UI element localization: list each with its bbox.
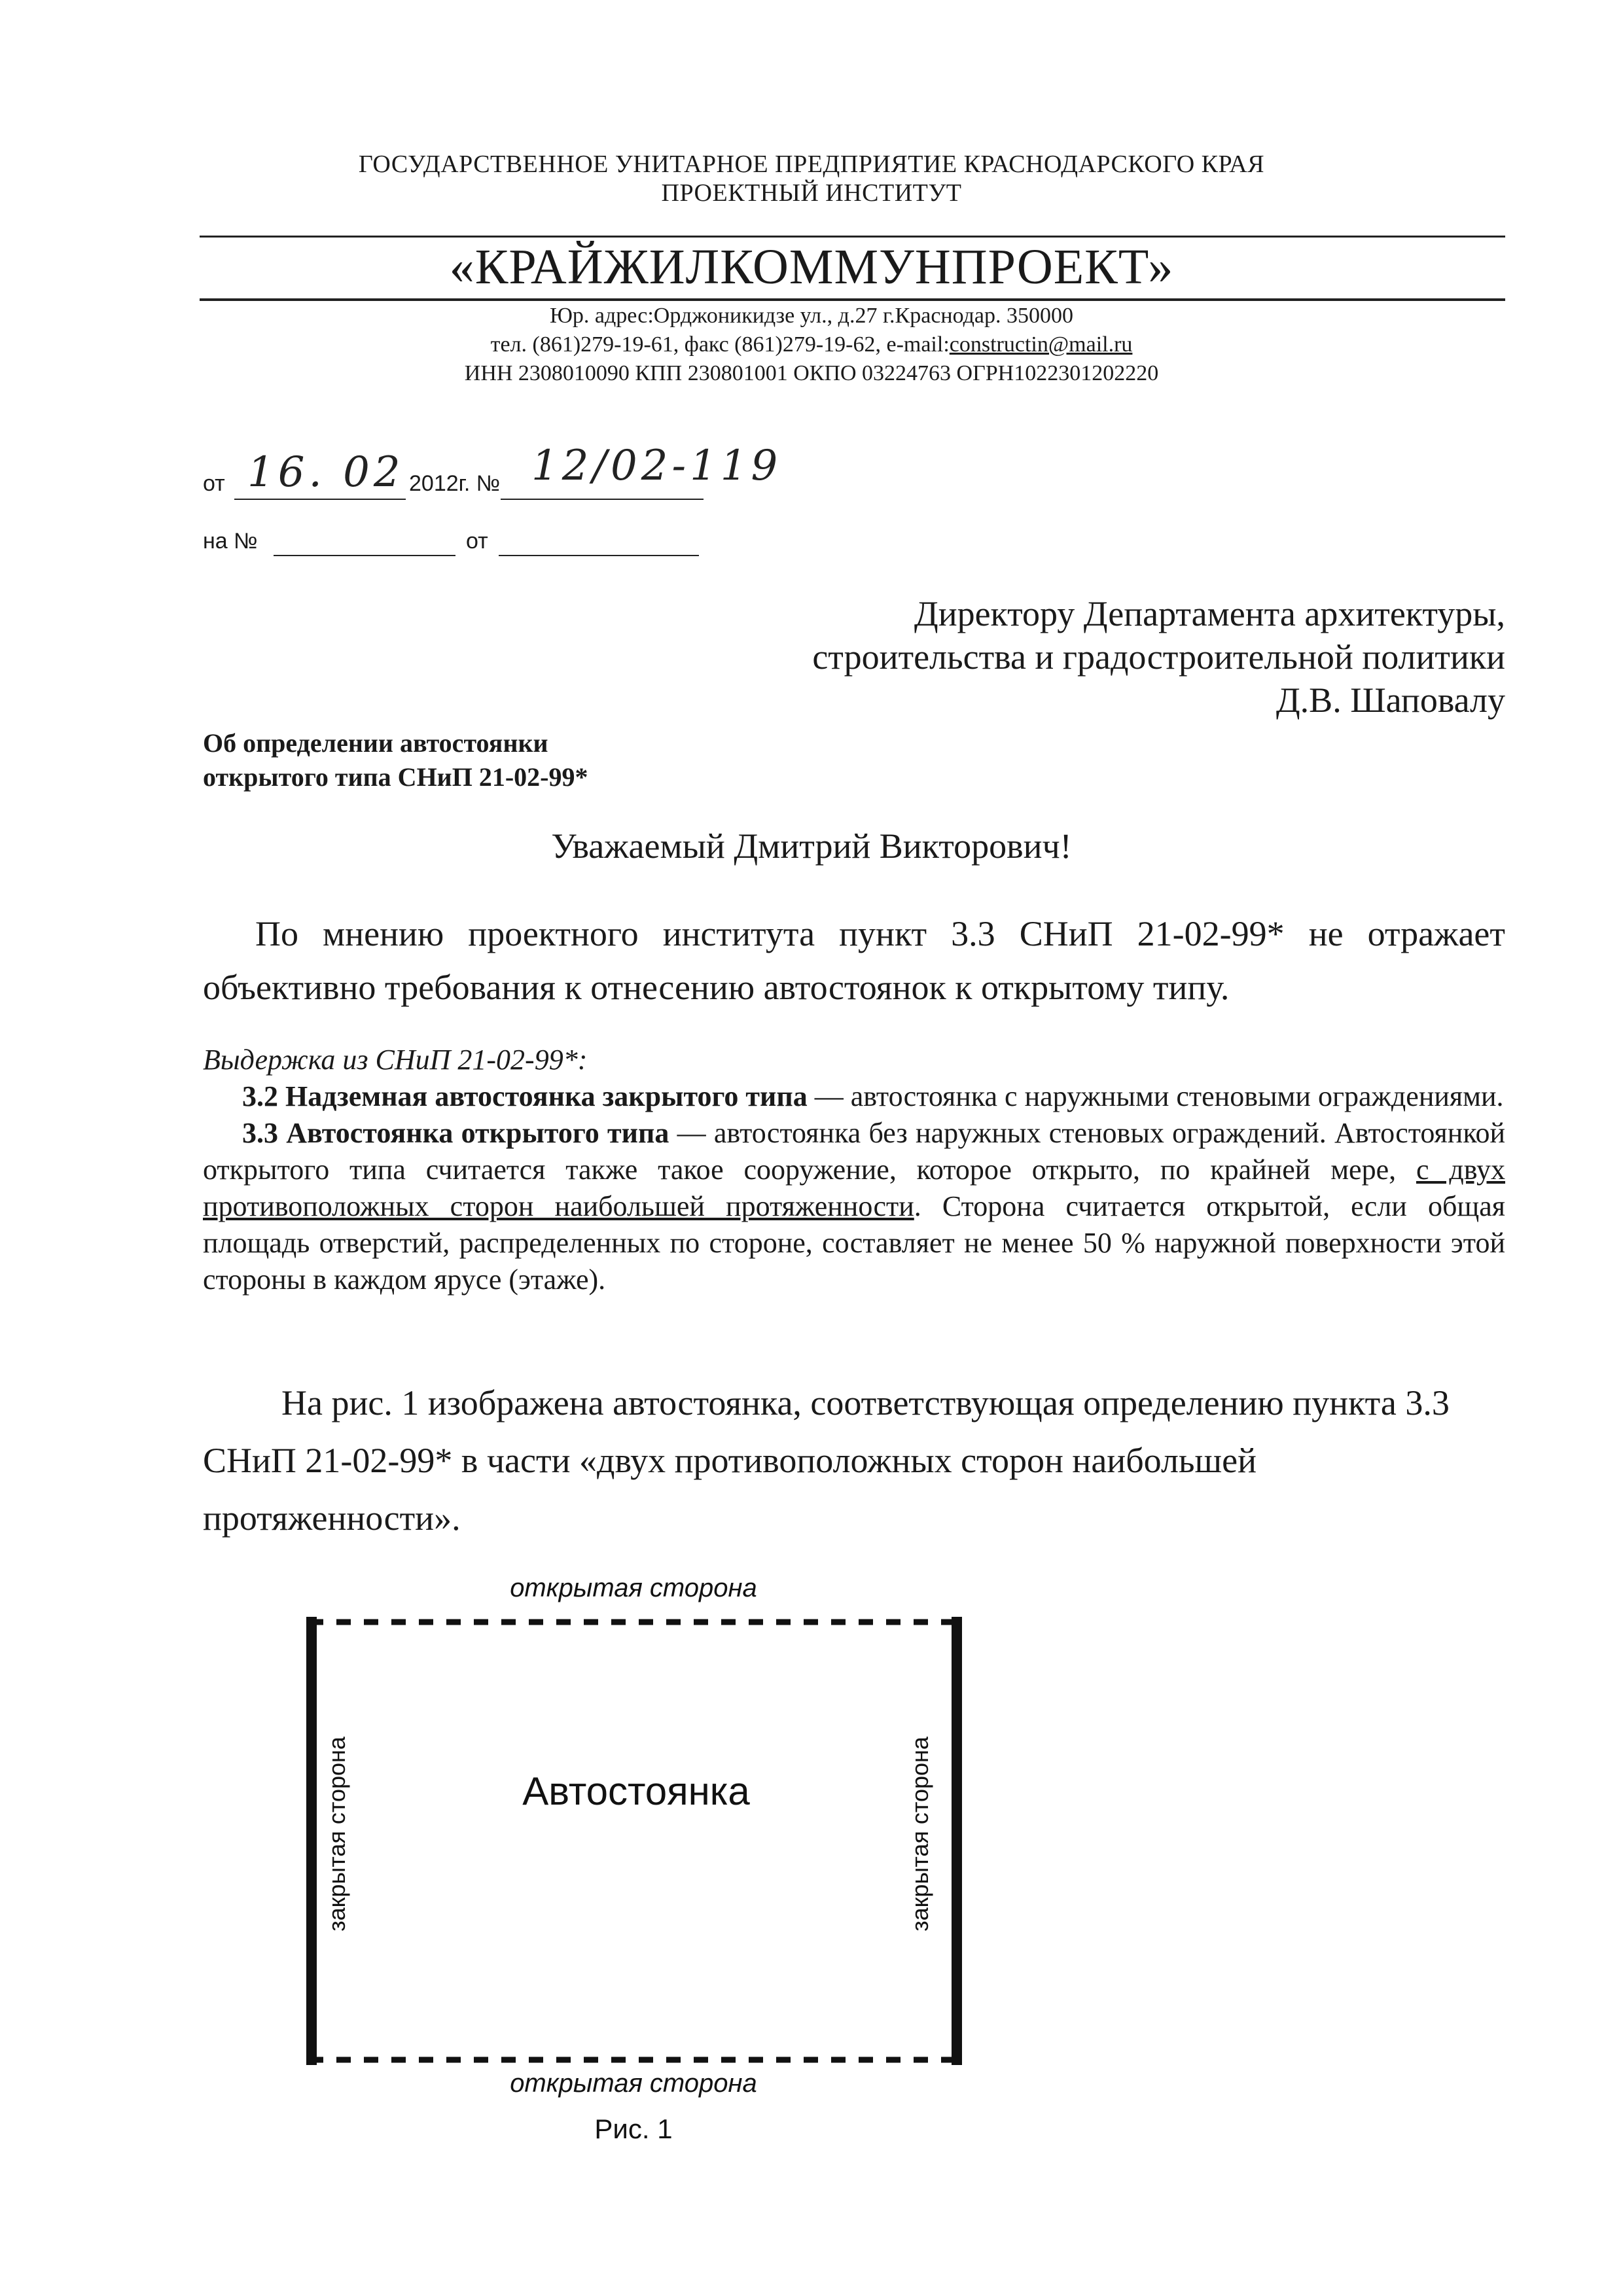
- org-ids: ИНН 2308010090 КПП 230801001 ОКПО 03224763 ОГРН1022301202220: [464, 361, 1159, 385]
- reply-number-label: на №: [203, 529, 258, 554]
- org-name-line1: ГОСУДАРСТВЕННОЕ УНИТАРНОЕ ПРЕДПРИЯТИЕ КРАСНОДАРСКОГО КРАЯ: [358, 150, 1265, 178]
- paragraph-figure-intro: На рис. 1 изображена автостоянка, соответствующая определению пункта 3.3 СНиП 21-02-99* в части «двух противоположных сторон наибольшей протяженности».: [203, 1383, 1450, 1538]
- addressee-line2: строительства и градостроительной политики: [812, 637, 1505, 677]
- clause-3-2-term: 3.2 Надземная автостоянка закрытого типа: [242, 1080, 808, 1112]
- clause-3-3-term: 3.3 Автостоянка открытого типа: [242, 1117, 669, 1149]
- salutation: Уважаемый Дмитрий Викторович!: [551, 826, 1072, 866]
- subject-line2: открытого типа СНиП 21-02-99*: [203, 762, 588, 792]
- org-name-line2: ПРОЕКТНЫЙ ИНСТИТУТ: [661, 179, 962, 207]
- handwritten-number: 12/02-119: [531, 442, 782, 490]
- closed-side-right: [952, 1617, 962, 2065]
- addressee-line3: Д.В. Шаповалу: [1275, 680, 1505, 720]
- right-side-label: закрытая сторона: [906, 1737, 933, 1932]
- subject-line1: Об определении автостоянки: [203, 728, 548, 758]
- figure-caption: Рис. 1: [594, 2113, 673, 2144]
- handwritten-date: 16. 02: [247, 448, 404, 497]
- parking-center-label: Автостоянка: [522, 1769, 750, 1813]
- clause-3-2-text: — автостоянка с наружными стеновыми ограждениями.: [807, 1080, 1504, 1112]
- phone-fax: тел. (861)279-19-61, факс (861)279-19-62, e-mail:: [490, 332, 950, 357]
- year-number-label: 2012г. №: [409, 471, 501, 496]
- left-side-label: закрытая сторона: [323, 1737, 350, 1932]
- bottom-side-label: открытая сторона: [510, 2069, 757, 2098]
- top-side-label: открытая сторона: [510, 1574, 757, 1602]
- brand-name: «КРАЙЖИЛКОММУНПРОЕКТ»: [449, 239, 1174, 294]
- paragraph-opinion: По мнению проектного института пункт 3.3 СНиП 21-02-99* не отражает объективно требования к отнесению автостоянок к открытому типу.: [203, 914, 1505, 1007]
- from-label: от: [203, 471, 225, 496]
- excerpt-label: Выдержка из СНиП 21-02-99*:: [203, 1044, 588, 1076]
- clause-3-3-text-b: . Сторона считается открытой, если общая площадь отверстий, распределенных по стороне, составляет не менее 50 % наружной поверхности этой стороны в каждом ярусе (этаже).: [203, 1190, 1505, 1296]
- reply-from-label: от: [466, 529, 488, 554]
- closed-side-left: [306, 1617, 317, 2065]
- addressee-line1: Директору Департамента архитектуры,: [914, 594, 1505, 633]
- clause-3-3-underlined: с двух противоположных сторон наибольшей протяженности: [203, 1154, 1505, 1222]
- org-address: Юр. адрес:Орджоникидзе ул., д.27 г.Краснодар. 350000: [549, 304, 1074, 328]
- clause-3-3-text-a: — автостоянка без наружных стеновых ограждений. Автостоянкой открытого типа считается также такое сооружение, которое открыто, по крайней мере,: [203, 1117, 1506, 1186]
- email-link[interactable]: constructin@mail.ru: [949, 332, 1133, 357]
